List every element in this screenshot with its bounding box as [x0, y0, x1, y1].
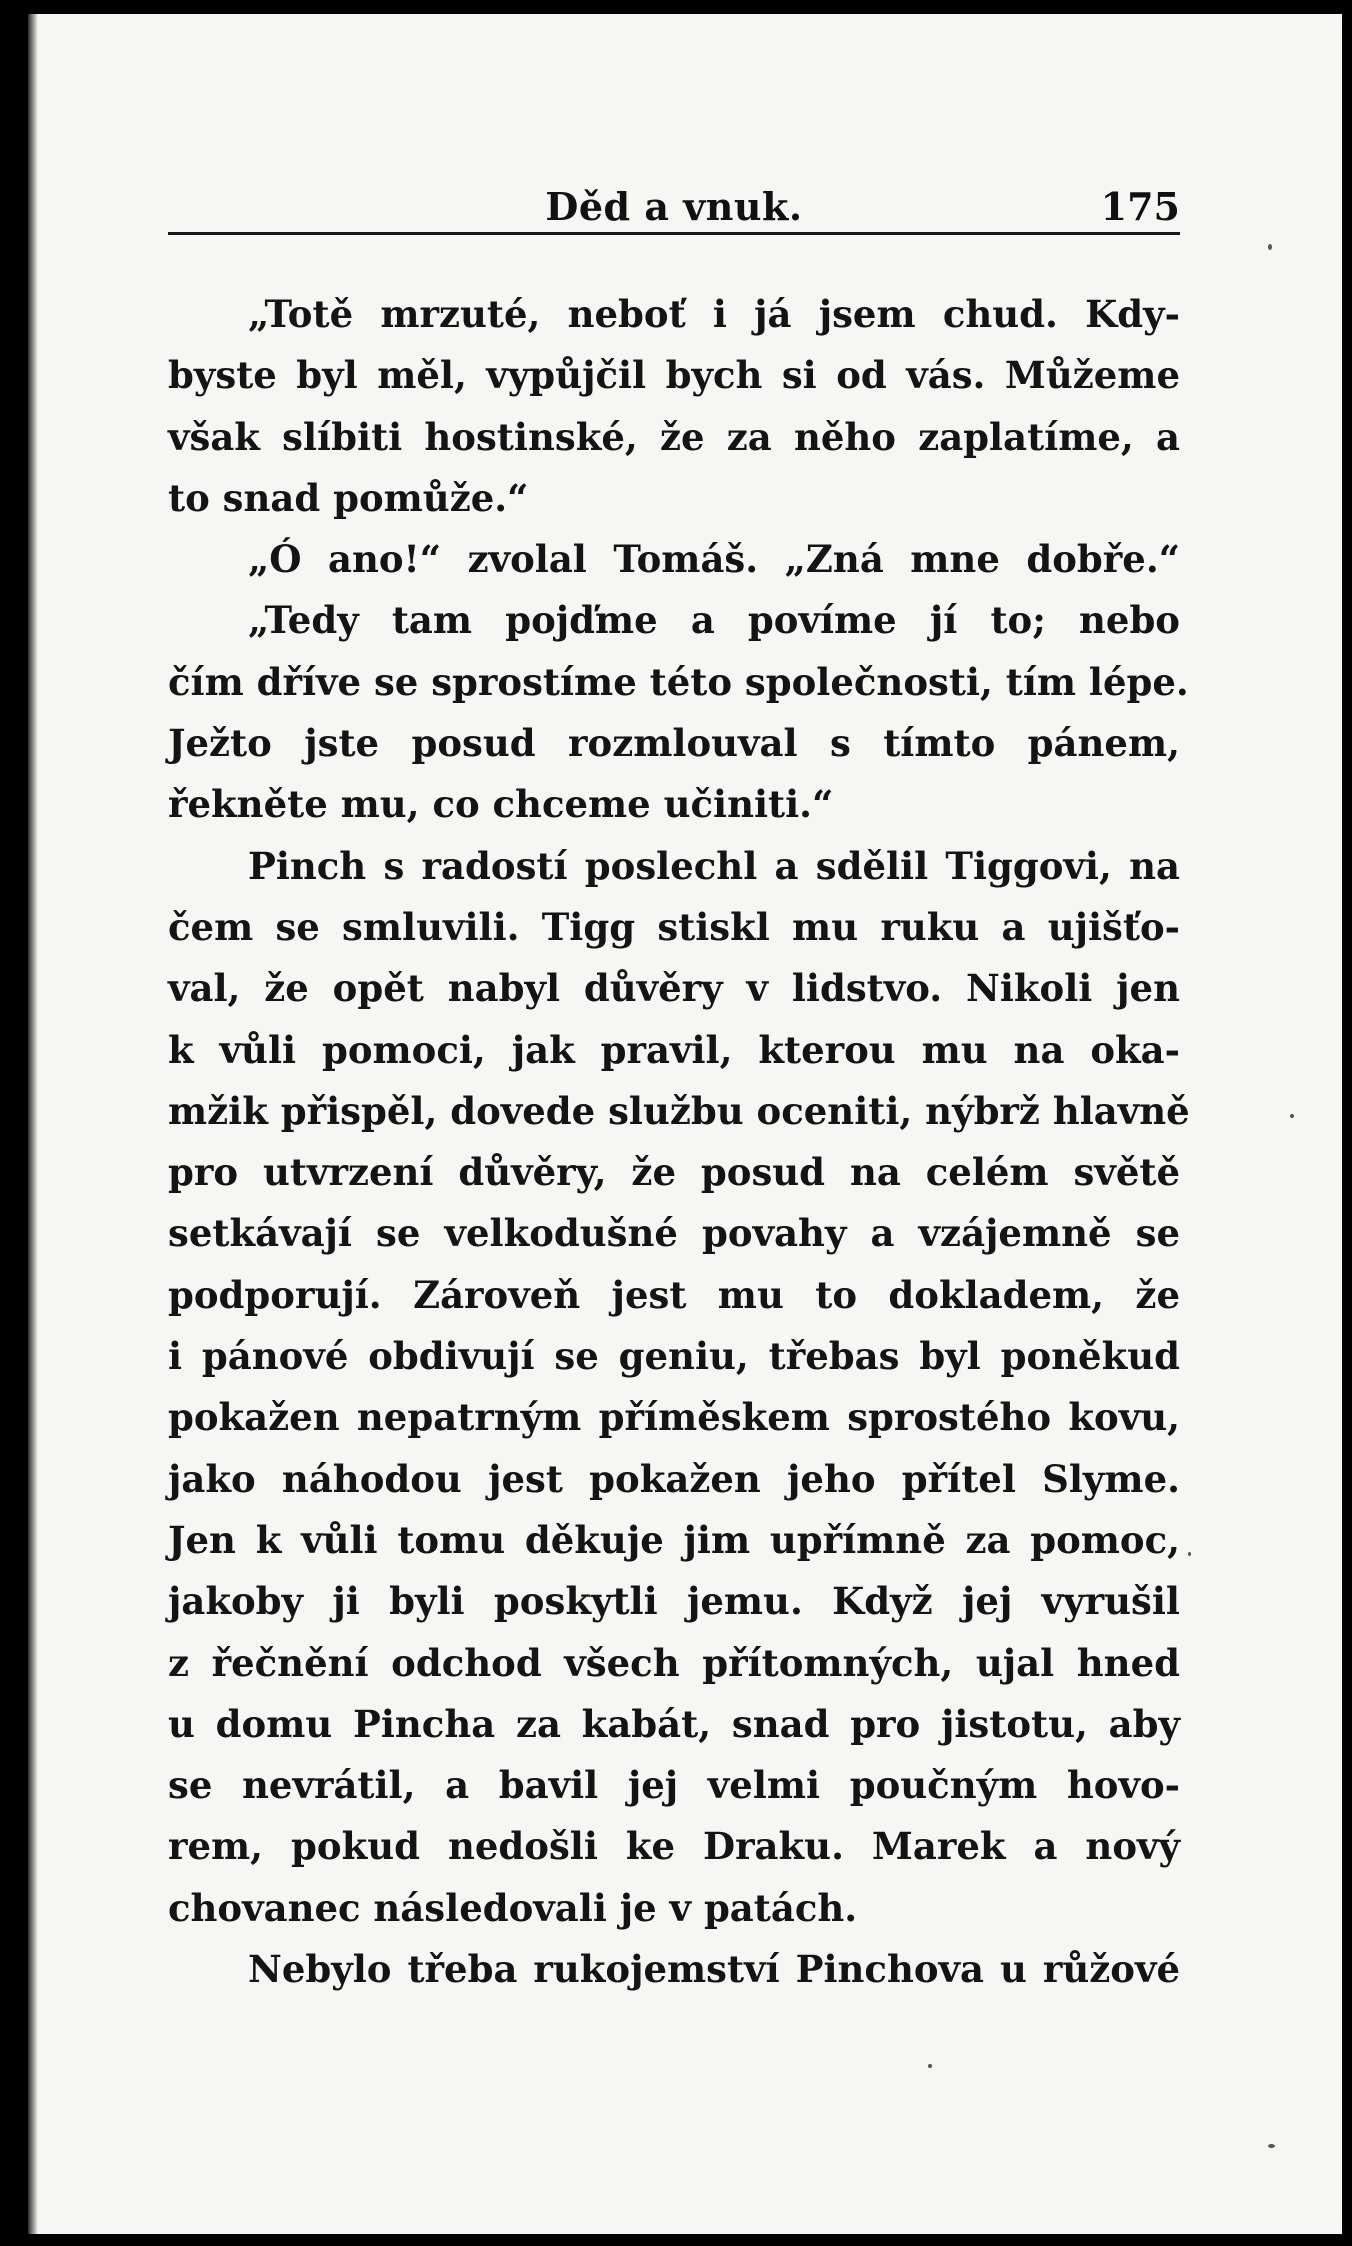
text-line: „Tedy tam pojďme a povíme jí to; nebo: [248, 598, 1180, 643]
print-speck: [1268, 244, 1272, 250]
text-line: mžik přispěl, dovede službu oceniti, nýbrž hlavně: [168, 1088, 1190, 1133]
header-rule: [168, 232, 1180, 235]
print-speck: [1188, 1552, 1191, 1556]
text-line: „Ó ano!“ zvolal Tomáš. „Zná mne dobře.“: [248, 537, 1180, 582]
page-header: [168, 172, 1180, 232]
text-line: Ježto jste posud rozmlouval s tímto pánem,: [168, 721, 1180, 766]
page-number: 175: [1100, 184, 1180, 229]
text-line: setkávají se velkodušné povahy a vzájemně se: [168, 1211, 1180, 1256]
text-line: Jen k vůli tomu děkuje jim upřímně za pomoc,: [168, 1517, 1180, 1562]
text-line: to snad pomůže.“: [168, 475, 529, 520]
text-line: se nevrátil, a bavil jej velmi poučným hovo-: [168, 1763, 1180, 1808]
book-page: [28, 14, 1342, 2234]
text-line: jako náhodou jest pokažen jeho přítel Slyme.: [168, 1456, 1180, 1501]
text-line: byste byl měl, vypůjčil bych si od vás. Můžeme: [168, 353, 1180, 398]
text-line: pokažen nepatrným příměskem sprostého kovu,: [168, 1395, 1180, 1440]
text-line: z řečnění odchod všech přítomných, ujal hned: [168, 1640, 1180, 1685]
text-line: jakoby ji byli poskytli jemu. Když jej vyrušil: [168, 1579, 1180, 1624]
text-line: podporují. Zároveň jest mu to dokladem, že: [168, 1272, 1180, 1317]
text-line: Pinch s radostí poslechl a sdělil Tiggovi, na: [248, 843, 1180, 888]
text-line: val, že opět nabyl důvěry v lidstvo. Nikoli jen: [168, 966, 1180, 1011]
print-speck: [1290, 1114, 1294, 1118]
text-line: čím dříve se sprostíme této společnosti, tím lépe.: [168, 659, 1189, 704]
print-speck: [928, 2064, 932, 2068]
text-line: „Totě mrzuté, neboť i já jsem chud. Kdy-: [248, 292, 1180, 336]
body-text: [168, 284, 1190, 2000]
text-line: i pánové obdivují se geniu, třebas byl poněkud: [168, 1334, 1180, 1379]
text-line: Nebylo třeba rukojemství Pinchova u růžové: [248, 1947, 1180, 1992]
text-line: chovanec následovali je v patách.: [168, 1885, 858, 1930]
text-line: řekněte mu, co chceme učiniti.“: [168, 782, 834, 827]
text-line: však slíbiti hostinské, že za něho zaplatíme, a: [168, 414, 1180, 459]
text-line: u domu Pincha za kabát, snad pro jistotu, aby: [168, 1701, 1180, 1746]
page-edge-shadow: [28, 14, 38, 2234]
print-speck: [1268, 2144, 1275, 2148]
text-line: pro utvrzení důvěry, že posud na celém světě: [168, 1150, 1180, 1195]
running-title: Děd a vnuk.: [545, 184, 803, 229]
text-line: k vůli pomoci, jak pravil, kterou mu na oka-: [168, 1027, 1180, 1072]
text-line: rem, pokud nedošli ke Draku. Marek a nový: [168, 1824, 1180, 1869]
text-line: čem se smluvili. Tigg stiskl mu ruku a ujišťo-: [168, 904, 1180, 949]
